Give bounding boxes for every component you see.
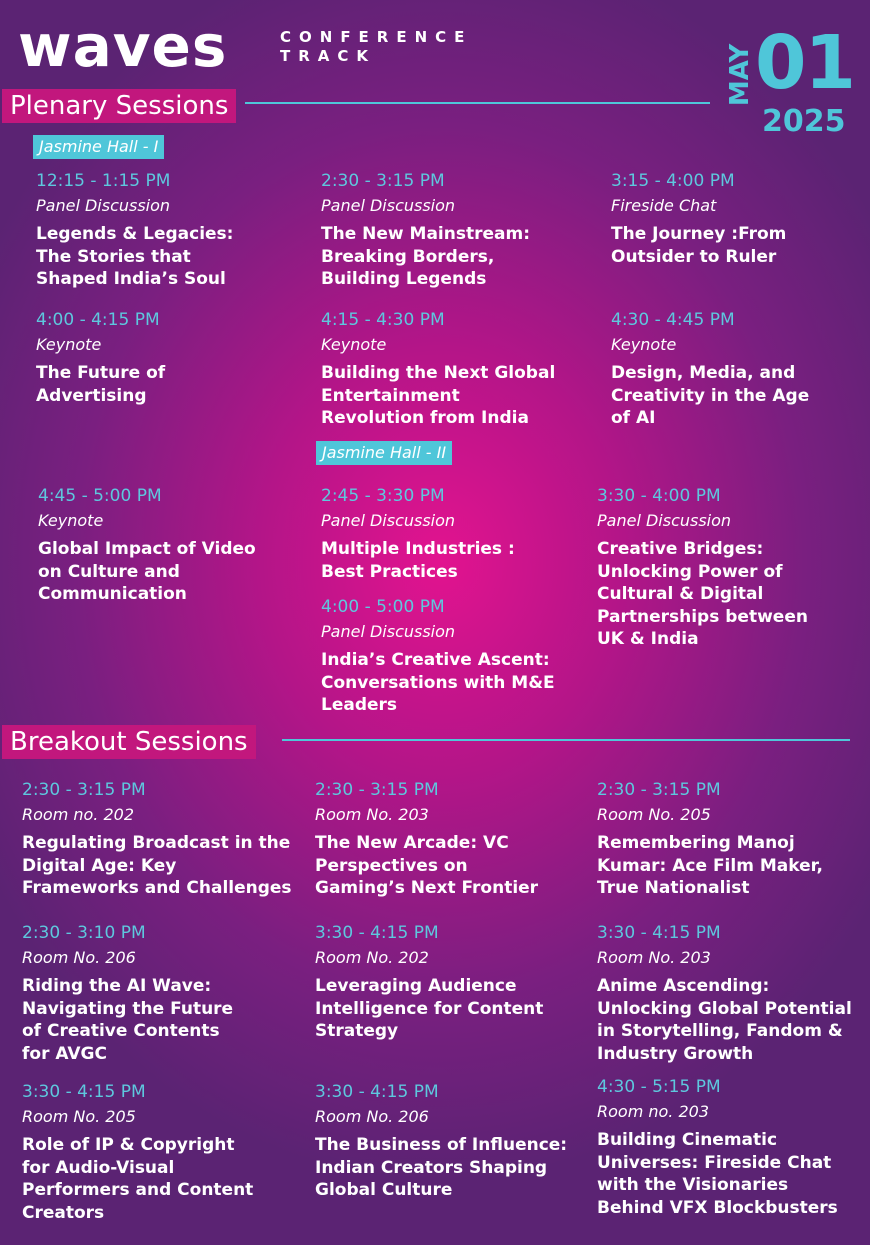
session-type: Fireside Chat: [611, 196, 717, 215]
session-card: [597, 484, 867, 651]
session-title: Building the Next Global Entertainment Revolution from India: [321, 363, 556, 428]
plenary-sessions-heading: Plenary Sessions: [2, 89, 236, 123]
session-room: Room No. 206: [22, 948, 136, 967]
session-type: Keynote: [36, 335, 102, 354]
session-title: Regulating Broadcast in the Digital Age: Key Frameworks and Challenges: [22, 833, 292, 898]
session-time: 12:15 - 1:15 PM: [36, 171, 171, 191]
session-time: 3:30 - 4:15 PM: [315, 1082, 439, 1102]
breakout-sessions-heading: Breakout Sessions: [2, 725, 256, 759]
session-card: [36, 308, 306, 407]
session-time: 4:45 - 5:00 PM: [38, 486, 162, 506]
session-title: Leveraging Audience Intelligence for Content Strategy: [315, 976, 544, 1041]
waves-logo: waves: [18, 12, 228, 80]
session-time: 2:30 - 3:15 PM: [315, 780, 439, 800]
session-room: Room No. 203: [315, 805, 429, 824]
session-title: The New Arcade: VC Perspectives on Gaming’s Next Frontier: [315, 833, 539, 898]
session-title: Riding the AI Wave: Navigating the Future of Creative Contents for AVGC: [22, 976, 234, 1064]
session-time: 3:30 - 4:00 PM: [597, 486, 721, 506]
plenary-divider: [245, 102, 710, 104]
session-time: 4:15 - 4:30 PM: [321, 310, 445, 330]
session-title: Creative Bridges: Unlocking Power of Cultural & Digital Partnerships between UK & India: [597, 539, 808, 649]
session-title: Anime Ascending: Unlocking Global Potential in Storytelling, Fandom & Industry Growth: [597, 976, 852, 1064]
session-type: Keynote: [321, 335, 387, 354]
session-card: [321, 169, 591, 291]
session-card: [321, 484, 591, 583]
session-title: Building Cinematic Universes: Fireside Chat with the Visionaries Behind VFX Blockbusters: [597, 1130, 838, 1218]
session-card: [22, 921, 292, 1065]
hall-label-jasmine-1: Jasmine Hall - I: [33, 135, 164, 159]
date-month: MAY: [725, 43, 755, 107]
session-time: 3:30 - 4:15 PM: [597, 923, 721, 943]
session-card: [611, 169, 870, 268]
session-card: [597, 778, 867, 900]
session-type: Panel Discussion: [36, 196, 171, 215]
conference-label: CONFERENCE: [280, 28, 473, 46]
session-title: Role of IP & Copyright for Audio-Visual Performers and Content Creators: [22, 1135, 254, 1223]
session-title: The Business of Influence: Indian Creators Shaping Global Culture: [315, 1135, 568, 1200]
session-time: 3:15 - 4:00 PM: [611, 171, 735, 191]
session-room: Room no. 202: [22, 805, 135, 824]
session-card: [315, 921, 585, 1043]
session-time: 4:00 - 4:15 PM: [36, 310, 160, 330]
session-title: Legends & Legacies: The Stories that Shaped India’s Soul: [36, 224, 234, 289]
session-time: 3:30 - 4:15 PM: [22, 1082, 146, 1102]
session-time: 2:30 - 3:15 PM: [22, 780, 146, 800]
breakout-divider: [282, 739, 850, 741]
session-title: India’s Creative Ascent: Conversations with M&E Leaders: [321, 650, 555, 715]
hall-label-jasmine-2: Jasmine Hall - II: [316, 441, 452, 465]
session-type: Panel Discussion: [321, 622, 456, 641]
session-title: Global Impact of Video on Culture and Communication: [38, 539, 256, 604]
session-type: Panel Discussion: [597, 511, 732, 530]
session-card: [22, 778, 292, 900]
session-room: Room No. 202: [315, 948, 429, 967]
session-time: 4:30 - 5:15 PM: [597, 1077, 721, 1097]
session-type: Keynote: [611, 335, 677, 354]
session-card: [38, 484, 308, 606]
session-type: Panel Discussion: [321, 196, 456, 215]
session-room: Room No. 205: [597, 805, 711, 824]
date-year: 2025: [762, 104, 846, 139]
track-label: TRACK: [280, 47, 377, 65]
session-card: [315, 778, 585, 900]
session-card: [597, 921, 867, 1065]
session-room: Room no. 203: [597, 1102, 710, 1121]
session-card: [36, 169, 306, 291]
session-time: 2:30 - 3:15 PM: [321, 171, 445, 191]
conference-track-label: [280, 28, 472, 66]
session-title: Design, Media, and Creativity in the Age of AI: [611, 363, 810, 428]
session-room: Room No. 205: [22, 1107, 136, 1126]
session-type: Keynote: [38, 511, 104, 530]
session-card: [321, 308, 591, 430]
session-room: Room No. 206: [315, 1107, 429, 1126]
session-title: The Journey :From Outsider to Ruler: [611, 224, 787, 267]
session-title: Remembering Manoj Kumar: Ace Film Maker, True Nationalist: [597, 833, 823, 898]
session-title: The Future of Advertising: [36, 363, 166, 406]
session-card: [22, 1080, 292, 1224]
session-time: 3:30 - 4:15 PM: [315, 923, 439, 943]
session-time: 4:30 - 4:45 PM: [611, 310, 735, 330]
session-time: 2:30 - 3:10 PM: [22, 923, 146, 943]
session-card: [597, 1075, 867, 1219]
session-type: Panel Discussion: [321, 511, 456, 530]
session-time: 4:00 - 5:00 PM: [321, 597, 445, 617]
session-title: Multiple Industries : Best Practices: [321, 539, 515, 582]
session-title: The New Mainstream: Breaking Borders, Building Legends: [321, 224, 530, 289]
session-card: [315, 1080, 585, 1202]
session-time: 2:45 - 3:30 PM: [321, 486, 445, 506]
session-card: [611, 308, 870, 430]
date-day: 01: [755, 20, 854, 106]
session-room: Room No. 203: [597, 948, 711, 967]
session-card: [321, 595, 591, 717]
session-time: 2:30 - 3:15 PM: [597, 780, 721, 800]
